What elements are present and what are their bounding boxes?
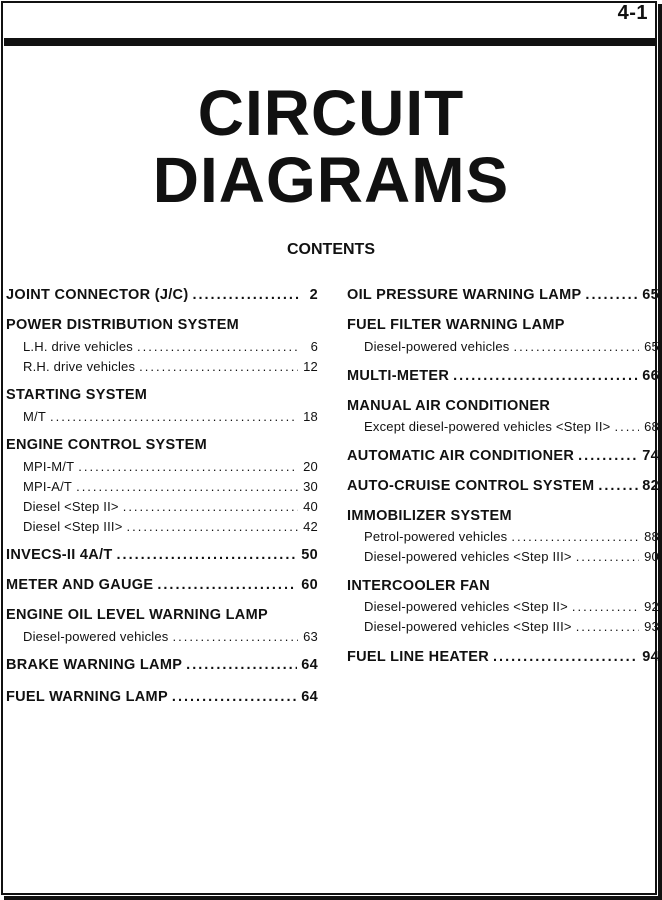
toc-entry-intercooler-step2[interactable]: Diesel-powered vehicles <Step II> ..... 92 [347, 599, 659, 614]
page-number: 4-1 [617, 2, 648, 24]
toc-heading-immobilizer: IMMOBILIZER SYSTEM [347, 508, 512, 524]
toc-heading-power-distribution: POWER DISTRIBUTION SYSTEM [6, 317, 240, 333]
toc-heading-manual-ac: MANUAL AIR CONDITIONER [347, 398, 551, 414]
toc-entry-joint-connector[interactable]: JOINT CONNECTOR (J/C) ..... 2 [6, 287, 318, 303]
toc-entry-fuel-warning[interactable]: FUEL WARNING LAMP ..... 64 [6, 689, 318, 705]
page-title [0, 77, 662, 216]
toc-entry-lh-drive[interactable]: L.H. drive vehicles ..... 6 [6, 339, 318, 354]
toc-entry-starting-mt[interactable]: M/T ..... 18 [6, 409, 318, 424]
contents-heading: CONTENTS [287, 241, 375, 258]
toc-entry-diesel-step2[interactable]: Diesel <Step II> ..... 40 [6, 499, 318, 514]
toc-entry-oil-level-diesel[interactable]: Diesel-powered vehicles ..... 63 [6, 629, 318, 644]
toc-entry-manual-ac-except[interactable]: Except diesel-powered vehicles <Step II> ..... 68 [347, 419, 659, 434]
toc-heading-engine-control: ENGINE CONTROL SYSTEM [6, 437, 207, 453]
toc-entry-invecs[interactable]: INVECS-II 4A/T ..... 50 [6, 547, 318, 563]
title-line-2: DIAGRAMS [152, 144, 510, 216]
toc-entry-rh-drive[interactable]: R.H. drive vehicles ..... 12 [6, 359, 318, 374]
toc-heading-fuel-filter: FUEL FILTER WARNING LAMP [347, 317, 565, 333]
toc-entry-fuel-filter-diesel[interactable]: Diesel-powered vehicles ..... 65 [347, 339, 659, 354]
toc-entry-auto-ac[interactable]: AUTOMATIC AIR CONDITIONER ..... 74 [347, 448, 659, 464]
toc-entry-meter-gauge[interactable]: METER AND GAUGE ..... 60 [6, 577, 318, 593]
toc-entry-fuel-line-heater[interactable]: FUEL LINE HEATER ..... 94 [347, 649, 659, 665]
toc-entry-immob-diesel[interactable]: Diesel-powered vehicles <Step III> ..... 90 [347, 549, 659, 564]
toc-entry-multi-meter[interactable]: MULTI-METER ..... 66 [347, 368, 659, 384]
toc-entry-immob-petrol[interactable]: Petrol-powered vehicles ..... 88 [347, 529, 659, 544]
toc-entry-oil-pressure[interactable]: OIL PRESSURE WARNING LAMP ..... 65 [347, 287, 659, 303]
toc-entry-intercooler-step3[interactable]: Diesel-powered vehicles <Step III> ..... 93 [347, 619, 659, 634]
toc-heading-starting-system: STARTING SYSTEM [6, 387, 148, 403]
header-rule [4, 38, 656, 46]
toc-heading-engine-oil-level: ENGINE OIL LEVEL WARNING LAMP [6, 607, 268, 623]
toc-entry-diesel-step3[interactable]: Diesel <Step III> ..... 42 [6, 519, 318, 534]
toc-entry-mpi-mt[interactable]: MPI-M/T ..... 20 [6, 459, 318, 474]
toc-heading-intercooler: INTERCOOLER FAN [347, 578, 491, 594]
title-line-1: CIRCUIT [197, 77, 465, 149]
page-shadow-bottom [4, 896, 662, 900]
toc-entry-mpi-at[interactable]: MPI-A/T ..... 30 [6, 479, 318, 494]
toc-entry-brake-warning[interactable]: BRAKE WARNING LAMP ..... 64 [6, 657, 318, 673]
toc-entry-auto-cruise[interactable]: AUTO-CRUISE CONTROL SYSTEM ..... 82 [347, 478, 659, 494]
